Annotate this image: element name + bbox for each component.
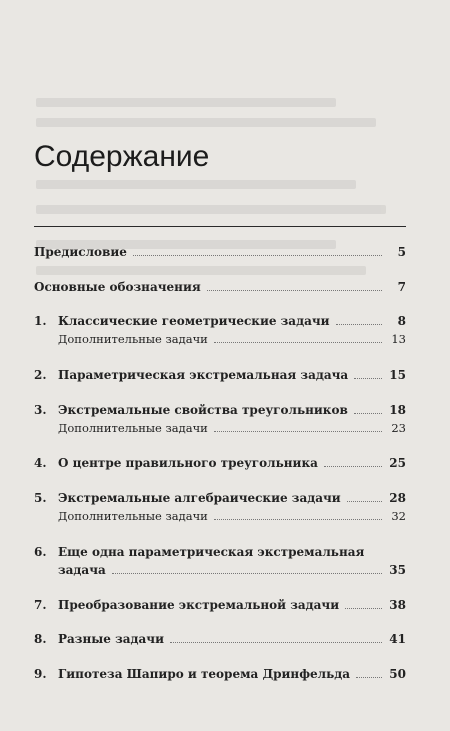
leader-dots — [347, 491, 382, 502]
toc-entry-page: 8 — [397, 314, 406, 328]
toc-entry[interactable] — [34, 632, 406, 650]
toc-entry-page: 25 — [389, 456, 406, 470]
toc-entry-page: 32 — [391, 509, 406, 523]
leader-dots — [354, 403, 382, 414]
toc-entry-title: Дополнительные задачи — [58, 332, 208, 346]
leader-dots — [133, 245, 382, 256]
toc-entry-title: Гипотеза Шапиро и теорема Дринфельда — [58, 667, 351, 681]
toc-entry[interactable] — [34, 245, 406, 263]
toc-subentry[interactable] — [34, 421, 406, 439]
leader-dots — [112, 563, 382, 574]
toc-subentry[interactable] — [34, 332, 406, 350]
leader-dots — [356, 667, 382, 678]
leader-dots — [324, 456, 382, 467]
toc-entry-page: 35 — [389, 563, 406, 577]
toc-entry-title: Экстремальные свойства треугольников — [58, 403, 348, 417]
toc-entry-page: 38 — [389, 598, 406, 612]
toc-subentry[interactable] — [34, 509, 406, 527]
toc-entry-title: Предисловие — [34, 245, 127, 259]
toc-entry-number: 5. — [34, 491, 47, 505]
toc-entry-number: 4. — [34, 456, 47, 470]
toc-entry-number: 6. — [34, 545, 47, 559]
toc-entry-title: Экстремальные алгебраические задачи — [58, 491, 341, 505]
toc-entry-title: Дополнительные задачи — [58, 421, 208, 435]
toc-entry-page: 23 — [391, 421, 406, 435]
toc-entry-page: 28 — [389, 491, 406, 505]
toc-entry-number: 2. — [34, 368, 47, 382]
toc-entry-page: 18 — [389, 403, 406, 417]
toc-entry[interactable] — [34, 403, 406, 421]
title-rule — [34, 226, 406, 227]
toc-entry-number: 1. — [34, 314, 47, 328]
toc-entry-title: Параметрическая экстремальная задача — [58, 368, 349, 382]
toc-entry-title: Классические геометрические задачи — [58, 314, 330, 328]
toc-entry[interactable] — [34, 545, 406, 579]
toc-entry-number: 7. — [34, 598, 47, 612]
toc-entry-number: 9. — [34, 667, 47, 681]
leader-dots — [214, 332, 382, 343]
toc-entry-page: 41 — [389, 632, 406, 646]
toc-entry[interactable] — [34, 667, 406, 685]
toc-entry[interactable] — [34, 598, 406, 616]
leader-dots — [207, 280, 382, 291]
toc-entry-page: 5 — [397, 245, 406, 259]
toc-entry[interactable] — [34, 280, 406, 298]
toc-entry-page: 7 — [397, 280, 406, 294]
toc-entry-title: Еще одна параметрическая экстремальная — [58, 545, 365, 559]
toc-entry-number: 8. — [34, 632, 47, 646]
leader-dots — [354, 368, 382, 379]
toc-entry[interactable] — [34, 456, 406, 474]
toc-entry-page: 50 — [389, 667, 406, 681]
leader-dots — [214, 509, 382, 520]
toc-entry[interactable] — [34, 491, 406, 509]
toc-entry-title-continued: задача — [58, 563, 106, 577]
toc-entry-title: Разные задачи — [58, 632, 164, 646]
toc-entry-title: Дополнительные задачи — [58, 509, 208, 523]
leader-dots — [214, 421, 382, 432]
toc-entry-page: 13 — [391, 332, 406, 346]
leader-dots — [170, 632, 382, 643]
leader-dots — [345, 598, 382, 609]
toc-entry[interactable] — [34, 314, 406, 332]
toc-entry-title: Основные обозначения — [34, 280, 201, 294]
toc-entry-number: 3. — [34, 403, 47, 417]
toc-entry-title: О центре правильного треугольника — [58, 456, 318, 470]
toc-entry-page: 15 — [389, 368, 406, 382]
page-title: Содержание — [34, 140, 210, 173]
toc-entry-title: Преобразование экстремальной задачи — [58, 598, 340, 612]
toc-entry[interactable] — [34, 368, 406, 386]
leader-dots — [336, 314, 382, 325]
